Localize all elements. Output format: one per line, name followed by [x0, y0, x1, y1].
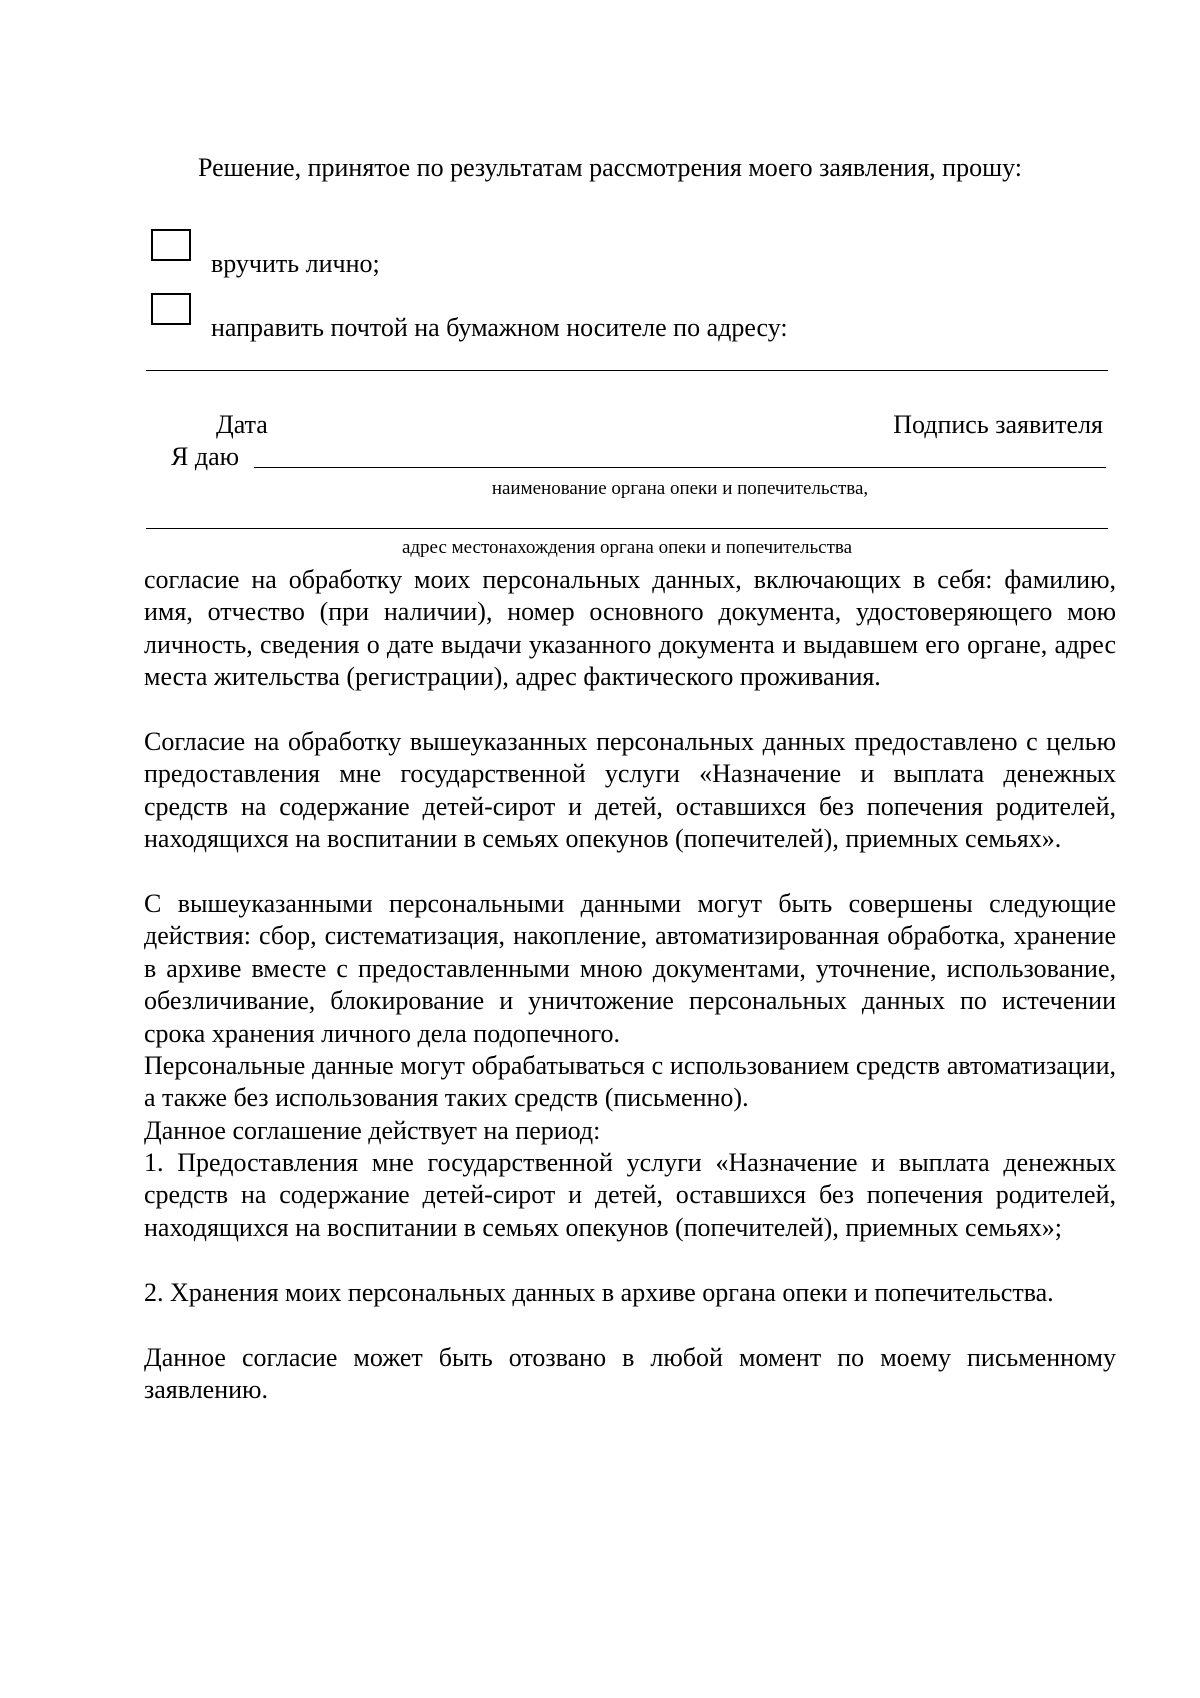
date-label: Дата	[216, 410, 268, 439]
authority-address-line[interactable]	[146, 528, 1108, 529]
intro-text: Решение, принятое по результатам рассмотрения моего заявления, прошу:	[198, 153, 1022, 182]
authority-name-line[interactable]	[254, 467, 1106, 468]
validity-item-1: 1. Предоставления мне государственной услуги «Назначение и выплата денежных средств на содержание детей-сирот и детей, оставшихся без попечения родителей, находящихся на воспитании в семьях опекунов (попечителей), приемных семьях»;	[144, 1148, 1116, 1242]
processing-methods-paragraph: Персональные данные могут обрабатываться с использованием средств автоматизации, а также без использования таких средств (письменно).	[144, 1051, 1116, 1113]
send-by-mail-label: направить почтой на бумажном носителе по адресу:	[211, 313, 788, 342]
authority-name-caption: наименование органа опеки и попечительства,	[491, 478, 869, 499]
applicant-signature-label: Подпись заявителя	[893, 410, 1103, 439]
authority-address-caption: адрес местонахождения органа опеки и попечительства	[401, 537, 853, 558]
consent-lead-text: Я даю	[171, 442, 240, 471]
revocation-paragraph: Данное согласие может быть отозвано в любой момент по моему письменному заявлению.	[144, 1343, 1116, 1405]
consent-purpose-paragraph: Согласие на обработку вышеуказанных персональных данных предоставлено с целью предоставления мне государственной услуги «Назначение и выплата денежных средств на содержание детей-сирот и детей, оставшихся без попечения родителей, находящихся на воспитании в семьях опекунов (попечителей), приемных семьях».	[144, 727, 1116, 854]
validity-item-2: 2. Хранения моих персональных данных в архиве органа опеки и попечительства.	[144, 1278, 1054, 1307]
mail-address-line[interactable]	[146, 370, 1108, 371]
send-by-mail-checkbox[interactable]	[151, 293, 191, 325]
deliver-in-person-label: вручить лично;	[211, 249, 380, 278]
allowed-actions-paragraph: С вышеуказанными персональными данными могут быть совершены следующие действия: сбор, систематизация, накопление, автоматизированная обработка, хранение в архиве вместе с предоставленными мною документами, уточнение, использование, обезличивание, блокирование и уничтожение персональных данных по истечении срока хранения личного дела подопечного.	[144, 889, 1116, 1048]
validity-period-heading: Данное соглашение действует на период:	[144, 1116, 601, 1145]
deliver-in-person-checkbox[interactable]	[151, 229, 191, 261]
consent-data-list-paragraph: согласие на обработку моих персональных данных, включающих в себя: фамилию, имя, отчество (при наличии), номер основного документа, удостоверяющего мою личность, сведения о дате выдачи указанного документа и выдавшем его органе, адрес места жительства (регистрации), адрес фактического проживания.	[144, 565, 1116, 692]
